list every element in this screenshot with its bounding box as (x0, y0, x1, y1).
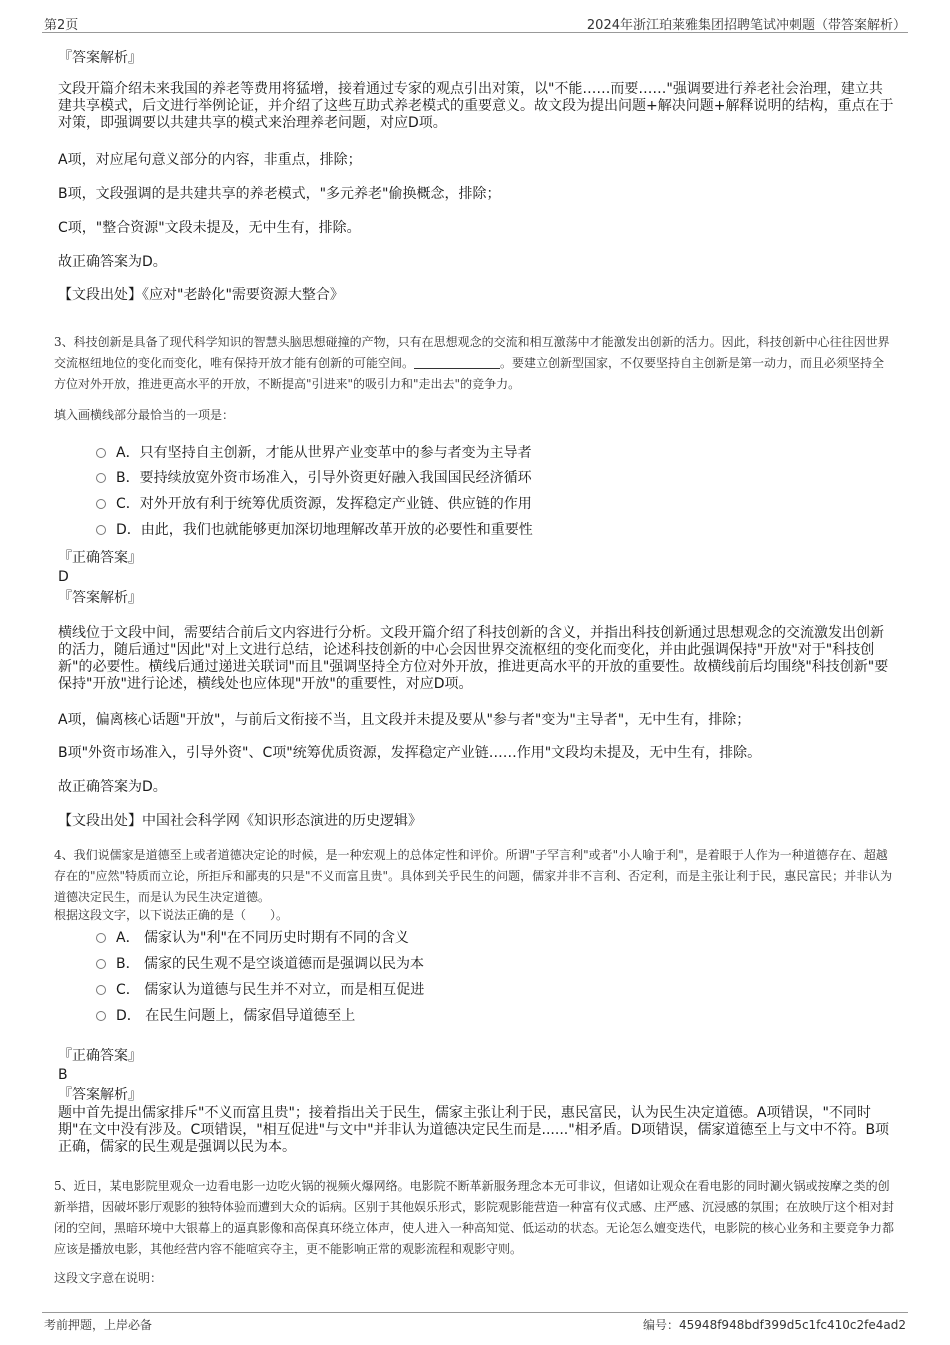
q3-conclusion: 故正确答案为D。 (58, 779, 167, 795)
radio-icon[interactable] (96, 448, 106, 458)
radio-icon[interactable] (96, 933, 106, 943)
q3-correct-label: 『正确答案』 (58, 550, 142, 566)
q4-option-c-label: C． 儒家认为道德与民生并不对立，而是相互促进 (116, 982, 425, 998)
q2-conclusion: 故正确答案为D。 (58, 254, 167, 270)
q2-analysis-label: 『答案解析』 (58, 50, 142, 66)
q4-option-d-label: D． 在民生问题上，儒家倡导道德至上 (116, 1008, 356, 1024)
q4-stem: 4、我们说儒家是道德至上或者道德决定论的时候，是一种宏观上的总体定性和评价。所谓"子罕言利"或者"小人喻于利"，是着眼于人作为一种道德存在、超越存在的"应然"特质而立论，所拒斥和鄙夷的只是"不义而富且贵"。具体到关乎民生的问题，儒家并非不言利、否定利，而是主张让利于民，惠民富民；并非认为道德决定民生，而是认为民生决定道德。 (54, 848, 893, 904)
q3-option-a-note: A项，偏离核心话题"开放"，与前后文衔接不当，且文段并未提及要从"参与者"变为"主导者"，无中生有，排除； (58, 712, 751, 728)
q3-option-d[interactable] (96, 522, 533, 539)
page-footer (42, 1312, 908, 1333)
serial-number: 45948f948bdf399d5c1fc410c2fe4ad2 (679, 1318, 906, 1332)
q3-option-d-label: D．由此，我们也就能够更加深切地理解改革开放的必要性和重要性 (116, 522, 533, 538)
q3-option-bc-note: B项"外资市场准入，引导外资"、C项"统筹优质资源，发挥稳定产业链……作用"文段均未提及，无中生有，排除。 (58, 745, 762, 761)
q3-option-c[interactable] (96, 496, 532, 513)
q3-analysis: 横线位于文段中间，需要结合前后文内容进行分析。文段开篇介绍了科技创新的含义，并指出科技创新通过思想观念的交流激发出创新的活力，随后通过"因此"对上文进行总结，论述科技创新的中心会因世界交流枢纽的变化而变化，并由此强调保持"开放"对于"科技创新"的必要性。横线后通过递进关联词"而且"强调坚持全方位对外开放，推进更高水平的开放的重要性。故横线前后均围绕"科技创新"要保持"开放"进行论述，横线处也应体现"开放"的重要性，对应D项。 (58, 625, 889, 692)
q4-prompt: 根据这段文字，以下说法正确的是（ ）。 (54, 908, 289, 922)
q4-option-c[interactable] (96, 982, 424, 999)
radio-icon[interactable] (96, 499, 106, 509)
radio-icon[interactable] (96, 985, 106, 995)
page-number: 第2页 (44, 18, 79, 33)
q4-analysis-label: 『答案解析』 (58, 1087, 142, 1103)
q3-source: 【文段出处】中国社会科学网《知识形态演进的历史逻辑》 (58, 813, 422, 829)
radio-icon[interactable] (96, 473, 106, 483)
q3-option-a-label: A．只有坚持自主创新，才能从世界产业变革中的参与者变为主导者 (116, 445, 532, 461)
q3-stem (54, 332, 896, 395)
q4-option-a-label: A． 儒家认为"利"在不同历史时期有不同的含义 (116, 930, 409, 946)
q2-option-a-note: A项，对应尾句意义部分的内容，非重点，排除； (58, 152, 362, 168)
radio-icon[interactable] (96, 1011, 106, 1021)
fill-blank (414, 356, 500, 369)
q3-prompt: 填入画横线部分最恰当的一项是： (54, 408, 235, 422)
q4-option-b[interactable] (96, 956, 424, 973)
radio-icon[interactable] (96, 959, 106, 969)
q2-option-b-note: B项，文段强调的是共建共享的养老模式，"多元养老"偷换概念，排除； (58, 186, 501, 202)
radio-icon[interactable] (96, 525, 106, 535)
q2-option-c-note: C项，"整合资源"文段未提及，无中生有，排除。 (58, 220, 361, 236)
q3-correct-answer: D (58, 569, 69, 585)
q3-option-c-label: C．对外开放有利于统筹优质资源，发挥稳定产业链、供应链的作用 (116, 496, 532, 512)
q3-stem-part2: 。要建立创新型国家，不仅要坚持自主创新是第一动力，而且必须坚持全方位对外开放，推进更高水平的开放，不断提高"引进来"的吸引力和"走出去"的竞争力。 (54, 356, 885, 391)
q4-option-d[interactable] (96, 1008, 355, 1025)
q4-option-b-label: B． 儒家的民生观不是空谈道德而是强调以民为本 (116, 956, 425, 972)
q4-option-a[interactable] (96, 930, 409, 947)
q4-correct-answer: B (58, 1067, 68, 1083)
q3-option-a[interactable] (96, 445, 532, 462)
serial-label: 编号： (643, 1318, 680, 1332)
document-serial (643, 1316, 906, 1333)
q3-option-b-label: B．要持续放宽外资市场准入，引导外资更好融入我国国民经济循环 (116, 470, 532, 486)
q4-correct-label: 『正确答案』 (58, 1048, 142, 1064)
q3-stem-part1: 3、科技创新是具备了现代科学知识的智慧头脑思想碰撞的产物，只有在思想观念的交流和相互激荡中才能激发出创新的活力。因此，科技创新中心往往因世界交流枢纽地位的变化而变化，唯有保持开放才能有创新的可能空间。 (54, 335, 890, 370)
q4-analysis: 题中首先提出儒家排斥"不义而富且贵"；接着指出关于民生，儒家主张让利于民，惠民富民，认为民生决定道德。A项错误，"不同时期"在文中没有涉及。C项错误，"相互促进"与文中"并非认为道德决定民生而是......"相矛盾。D项错误，儒家道德至上与文中不符。B项正确，儒家的民生观是强调以民为本。 (58, 1105, 890, 1155)
q3-option-b[interactable] (96, 470, 532, 487)
q3-analysis-label: 『答案解析』 (58, 590, 142, 606)
q2-analysis: 文段开篇介绍未来我国的养老等费用将猛增，接着通过专家的观点引出对策，以"不能……而要……"强调要进行养老社会治理，建立共建共享模式，后文进行举例论证，并介绍了这些互助式养老模式的重要意义。故文段为提出问题+解决问题+解释说明的结构，重点在于对策，即强调要以共建共享的模式来治理养老问题，对应D项。 (58, 81, 894, 131)
footer-slogan: 考前押题，上岸必备 (44, 1318, 153, 1332)
page-header (42, 12, 908, 33)
q5-prompt: 这段文字意在说明： (54, 1271, 163, 1285)
q2-source: 【文段出处】《应对"老龄化"需要资源大整合》 (58, 287, 344, 303)
document-title: 2024年浙江珀莱雅集团招聘笔试冲刺题（带答案解析） (586, 18, 906, 33)
q5-stem: 5、近日，某电影院里观众一边看电影一边吃火锅的视频火爆网络。电影院不断革新服务理念本无可非议，但诸如让观众在看电影的同时涮火锅或按摩之类的创新举措，因破坏影厅观影的独特体验而遭到大众的诟病。区别于其他娱乐形式，影院观影能营造一种富有仪式感、庄严感、沉浸感的氛围；在放映厅这个相对封闭的空间，黑暗环境中大银幕上的逼真影像和高保真环绕立体声，使人进入一种高知觉、低运动的状态。无论怎么嬗变迭代，电影院的核心业务和主要竞争力都应该是播放电影，其他经营内容不能喧宾夺主，更不能影响正常的观影流程和观影守则。 (54, 1179, 895, 1256)
